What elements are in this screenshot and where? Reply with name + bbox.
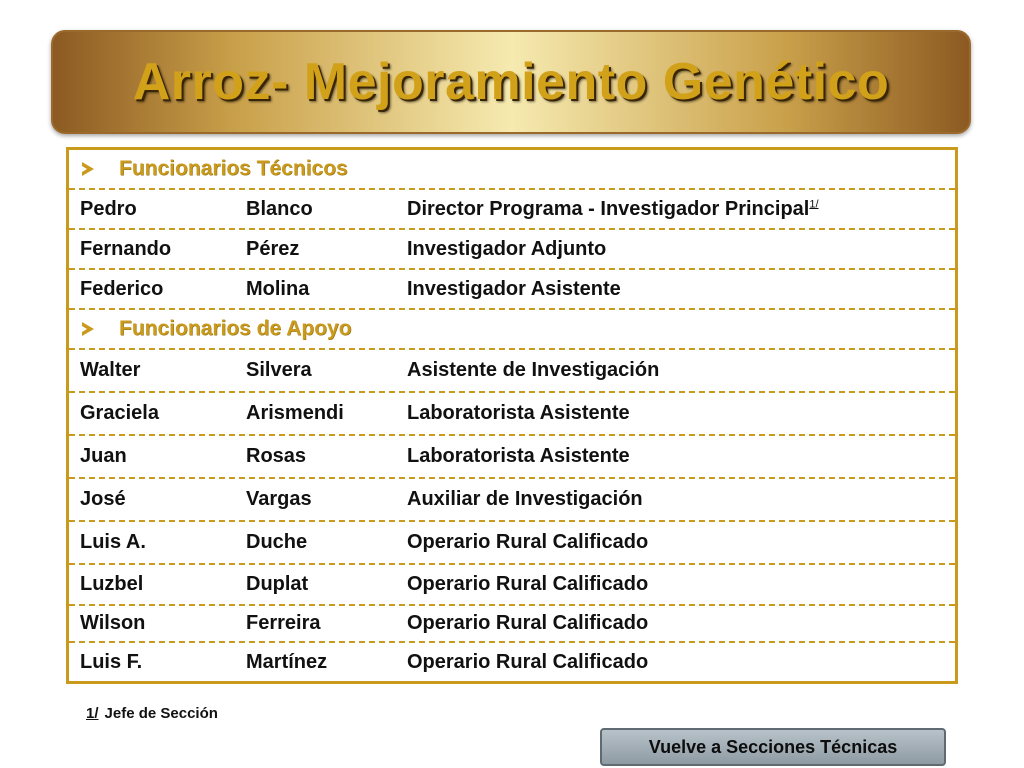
- first-name: Graciela: [80, 402, 159, 424]
- arrow-bullet-icon: [82, 162, 94, 176]
- last-name: Vargas: [246, 488, 312, 510]
- last-name: Blanco: [246, 197, 313, 220]
- role: Auxiliar de Investigación: [407, 488, 643, 510]
- back-to-sections-button[interactable]: Vuelve a Secciones Técnicas: [600, 728, 946, 766]
- footnote-mark: 1/: [86, 705, 99, 722]
- table-row: [69, 522, 955, 565]
- table-row: [69, 606, 955, 643]
- first-name: Walter: [80, 359, 141, 381]
- section-header-tecnicos: [69, 150, 955, 190]
- section-label: Funcionarios de Apoyo: [119, 317, 352, 340]
- first-name: Federico: [80, 277, 164, 300]
- last-name: Silvera: [246, 359, 312, 381]
- role: Asistente de Investigación: [407, 359, 660, 381]
- last-name: Arismendi: [246, 402, 344, 424]
- first-name: Fernando: [80, 237, 172, 260]
- last-name: Duche: [246, 531, 308, 553]
- role: [407, 198, 819, 221]
- last-name: Rosas: [246, 445, 307, 467]
- first-name: Juan: [80, 445, 127, 467]
- page-title: Arroz- Mejoramiento Genético: [132, 53, 890, 111]
- staff-table: [66, 147, 958, 684]
- title-banner: [51, 30, 971, 134]
- table-row: [69, 436, 955, 479]
- role: Laboratorista Asistente: [407, 402, 630, 424]
- last-name: Pérez: [246, 237, 300, 260]
- table-row: [69, 190, 955, 230]
- role: Operario Rural Calificado: [407, 531, 649, 553]
- first-name: Pedro: [80, 197, 137, 220]
- section-label: Funcionarios Técnicos: [119, 157, 348, 180]
- footnote-ref: 1/: [809, 197, 819, 210]
- role: Operario Rural Calificado: [407, 573, 649, 595]
- role: Operario Rural Calificado: [407, 612, 649, 634]
- table-row: [69, 270, 955, 310]
- role-text: Director Programa - Investigador Principal: [407, 197, 810, 220]
- first-name: Wilson: [80, 612, 146, 634]
- first-name: José: [80, 488, 126, 510]
- role: Investigador Asistente: [407, 277, 621, 300]
- role: Investigador Adjunto: [407, 237, 607, 260]
- last-name: Ferreira: [246, 612, 321, 634]
- table-row: [69, 643, 955, 681]
- section-header-apoyo: [69, 310, 955, 350]
- footnote: [86, 705, 218, 722]
- table-row: [69, 565, 955, 606]
- last-name: Martínez: [246, 650, 328, 673]
- role: Operario Rural Calificado: [407, 650, 649, 673]
- role: Laboratorista Asistente: [407, 445, 630, 467]
- table-row: [69, 350, 955, 393]
- first-name: Luis A.: [80, 531, 146, 553]
- table-row: [69, 393, 955, 436]
- last-name: Molina: [246, 277, 310, 300]
- footnote-text: Jefe de Sección: [104, 705, 218, 722]
- first-name: Luzbel: [80, 573, 144, 595]
- last-name: Duplat: [246, 573, 309, 595]
- arrow-bullet-icon: [82, 322, 94, 336]
- table-row: [69, 479, 955, 522]
- table-row: [69, 230, 955, 270]
- first-name: Luis F.: [80, 650, 143, 673]
